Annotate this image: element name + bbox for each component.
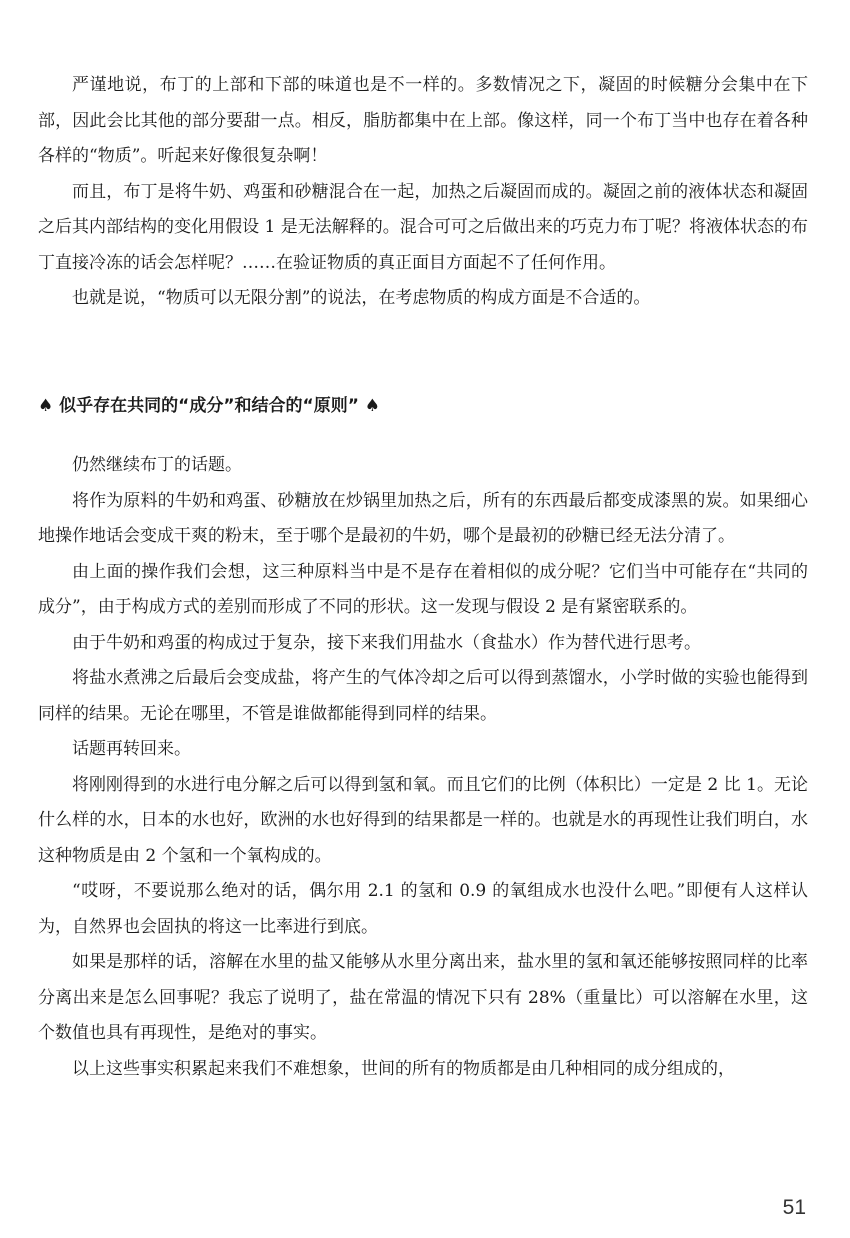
- paragraph: 将作为原料的牛奶和鸡蛋、砂糖放在炒锅里加热之后，所有的东西最后都变成漆黑的炭。如果细心地操作地话会变成干爽的粉末，至于哪个是最初的牛奶，哪个是最初的砂糖已经无法分清了。: [38, 490, 808, 546]
- text-block-bottom: [38, 448, 808, 1087]
- paragraph: 严谨地说，布丁的上部和下部的味道也是不一样的。多数情况之下，凝固的时候糖分会集中在下部，因此会比其他的部分要甜一点。相反，脂肪都集中在上部。像这样，同一个布丁当中也存在着各种各样的“物质”。听起来好像很复杂啊！: [38, 75, 808, 166]
- spade-icon: ♠: [364, 396, 381, 416]
- paragraph: 也就是说，“物质可以无限分割”的说法，在考虑物质的构成方面是不合适的。: [72, 288, 651, 308]
- paragraph: 而且，布丁是将牛奶、鸡蛋和砂糖混合在一起，加热之后凝固而成的。凝固之前的液体状态和凝固之后其内部结构的变化用假设 1 是无法解释的。混合可可之后做出来的巧克力布丁呢？将液体状态的布丁直接冷冻的话会怎样呢？……在验证物质的真正面目方面起不了任何作用。: [38, 181, 808, 273]
- spade-icon: ♠: [38, 396, 54, 416]
- section-title: 似乎存在共同的“成分”和结合的“原则”: [59, 396, 359, 416]
- page-number: 51: [782, 1196, 806, 1219]
- text-block-top: [38, 68, 808, 317]
- paragraph: 由于牛奶和鸡蛋的构成过于复杂，接下来我们用盐水（食盐水）作为替代进行思考。: [72, 632, 701, 653]
- paragraph: 以上这些事实积累起来我们不难想象，世间的所有的物质都是由几种相同的成分组成的，: [72, 1058, 735, 1079]
- paragraph: “哎呀，不要说那么绝对的话，偶尔用 2.1 的氢和 0.9 的氧组成水也没什么吧。”即便有人这样认为，自然界也会固执的将这一比率进行到底。: [38, 881, 808, 937]
- paragraph: 仍然继续布丁的话题。: [72, 455, 242, 475]
- paragraph: 由上面的操作我们会想，这三种原料当中是不是存在着相似的成分呢？它们当中可能存在“共同的成分”，由于构成方式的差别而形成了不同的形状。这一发现与假设 2 是有紧密联系的。: [38, 561, 808, 617]
- section-heading: [38, 391, 808, 421]
- paragraph: 将盐水煮沸之后最后会变成盐，将产生的气体冷却之后可以得到蒸馏水，小学时做的实验也能得到同样的结果。无论在哪里，不管是谁做都能得到同样的结果。: [38, 668, 808, 724]
- paragraph: 将刚刚得到的水进行电分解之后可以得到氢和氧。而且它们的比例（体积比）一定是 2 比 1。无论什么样的水，日本的水也好，欧洲的水也好得到的结果都是一样的。也就是水的再现性让我们明白，水这种物质是由 2 个氢和一个氧构成的。: [38, 774, 808, 866]
- paragraph: 话题再转回来。: [72, 739, 191, 759]
- paragraph: 如果是那样的话，溶解在水里的盐又能够从水里分离出来，盐水里的氢和氧还能够按照同样的比率分离出来是怎么回事呢？我忘了说明了，盐在常温的情况下只有 28%（重量比）可以溶解在水里，这个数值也具有再现性，是绝对的事实。: [38, 952, 808, 1043]
